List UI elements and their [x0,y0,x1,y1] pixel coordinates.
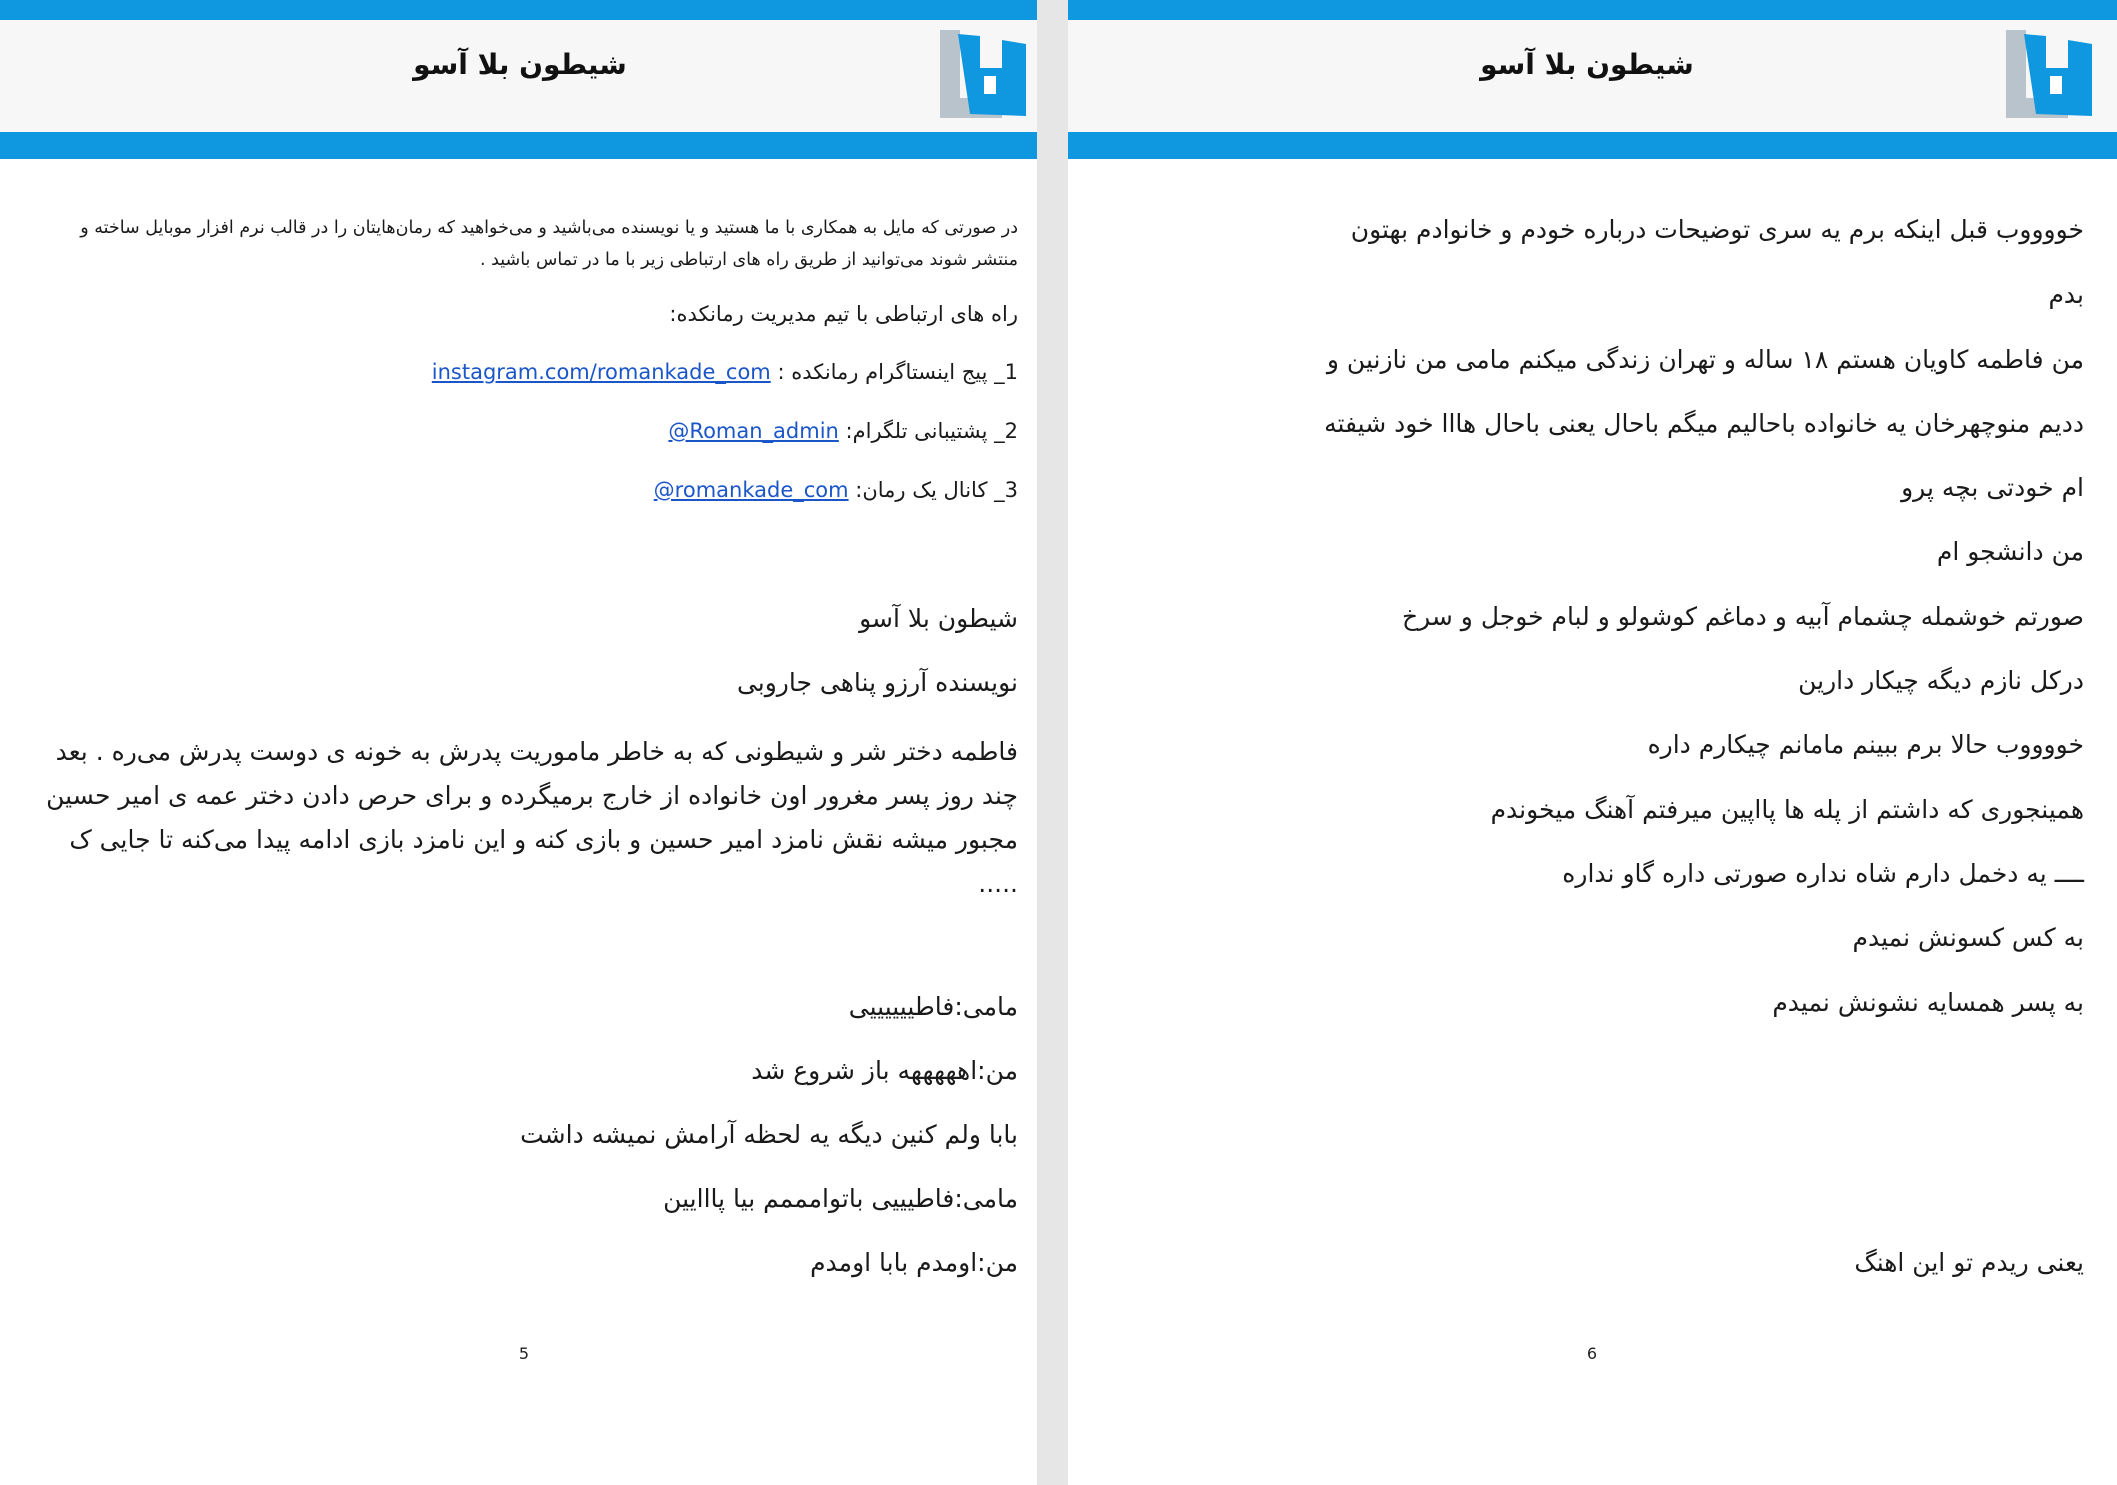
page-number: 5 [518,1344,530,1363]
romankade-logo-icon [2006,30,2098,118]
book-title: شیطون بلا آسو [1480,48,1694,81]
header-top-band [0,0,1037,20]
story-line-4: ددیم منوچهرخان یه خانواده باحالیم میگم باحال یعنی باحال هااا خود شیفته [1324,409,2084,438]
author-line: نویسنده آرزو پناهی جاروبی [736,668,1018,697]
story-line-8: درکل نازم دیگه چیکار دارین [1798,666,2084,695]
header-bottom-band [1068,132,2117,159]
story-line-7: صورتم خوشمله چشمام آبیه و دماغم کوشولو و لبام خوجل و سرخ [1401,602,2084,631]
novel-name: شیطون بلا آسو [859,604,1018,633]
story-line-10: همینجوری که داشتم از پله ها پااپین میرفتم آهنگ میخوندم [1490,795,2084,824]
romankade-logo-icon [940,30,1032,118]
dialogue-line-4: مامی:فاطیییی باتوامممم بیا پااایین [663,1184,1018,1213]
dialogue-line-3: بابا ولم کنین دیگه یه لحظه آرامش نمیشه داشت [520,1120,1018,1149]
story-line-12: به کس کسونش نمیدم [1852,923,2084,952]
dialogue-line-5: من:اومدم بابا اومدم [810,1248,1018,1277]
dialogue-line-1: مامی:فاطییییییی [848,992,1018,1021]
story-line-5: ام خودتی بچه پرو [1901,473,2084,502]
instagram-link[interactable]: instagram.com/romankade_com [431,360,771,384]
contact-instagram [30,360,1018,384]
story-line-9: خووووب حالا برم ببینم مامانم چیکارم داره [1647,730,2084,759]
contact-telegram-label: 2_ پشتیبانی تلگرام: [838,419,1018,443]
story-line-3: من فاطمه کاویان هستم ۱۸ ساله و تهران زندگی میکنم مامی من نازنین و [1326,345,2084,374]
telegram-link[interactable]: @Roman_admin [668,419,839,443]
contact-channel [30,478,1018,502]
story-line-6: من دانشجو ام [1936,537,2084,566]
contact-heading: راه های ارتباطی با تیم مدیریت رمانکده: [669,302,1018,326]
contact-instagram-label: 1_ پیج اینستاگرام رمانکده : [770,360,1018,384]
page-5 [0,0,1037,1485]
book-title: شیطون بلا آسو [413,48,627,81]
header-bottom-band [0,132,1037,159]
story-final-line: یعنی ریدم تو این اهنگ [1854,1248,2084,1277]
story-line-1: خووووب قبل اینکه برم یه سری توضیحات درباره خودم و خانوادم بهتون [1350,215,2084,244]
story-line-11: ــــ یه دخمل دارم شاه نداره صورتی داره گاو نداره [1562,859,2084,888]
dialogue-line-2: من:اهههههه باز شروع شد [751,1056,1018,1085]
page-number: 6 [1586,1344,1598,1363]
page-6 [1068,0,2117,1485]
header-top-band [1068,0,2117,20]
contact-channel-label: 3_ کانال یک رمان: [848,478,1018,502]
synopsis: فاطمه دختر شر و شیطونی که به خاطر ماموریت پدرش به خونه ی دوست پدرش می‌ره . بعد چند روز پسر مغرور اون خانواده از خارج برمیگرده و برای حرص دادن دختر عمه ی امیر حسین مجبور میشه نقش نامزد امیر حسین و بازی کنه و این نامزد بازی ادامه پیدا می‌کنه تا جایی ک ..... [46,737,1018,898]
story-line-13: به پسر همسایه نشونش نمیدم [1772,988,2084,1017]
channel-link[interactable]: @romankade_com [653,478,849,502]
contact-telegram [30,419,1018,443]
intro-paragraph: در صورتی که مایل به همکاری با ما هستید و یا نویسنده می‌باشید و می‌خواهید که رمان‌هایتان را در قالب نرم افزار موبایل ساخته و منتشر شوند می‌توانید از طریق راه های ارتباطی زیر با ما در تماس باشید . [80,218,1018,270]
story-line-2: بدم [2048,280,2084,309]
